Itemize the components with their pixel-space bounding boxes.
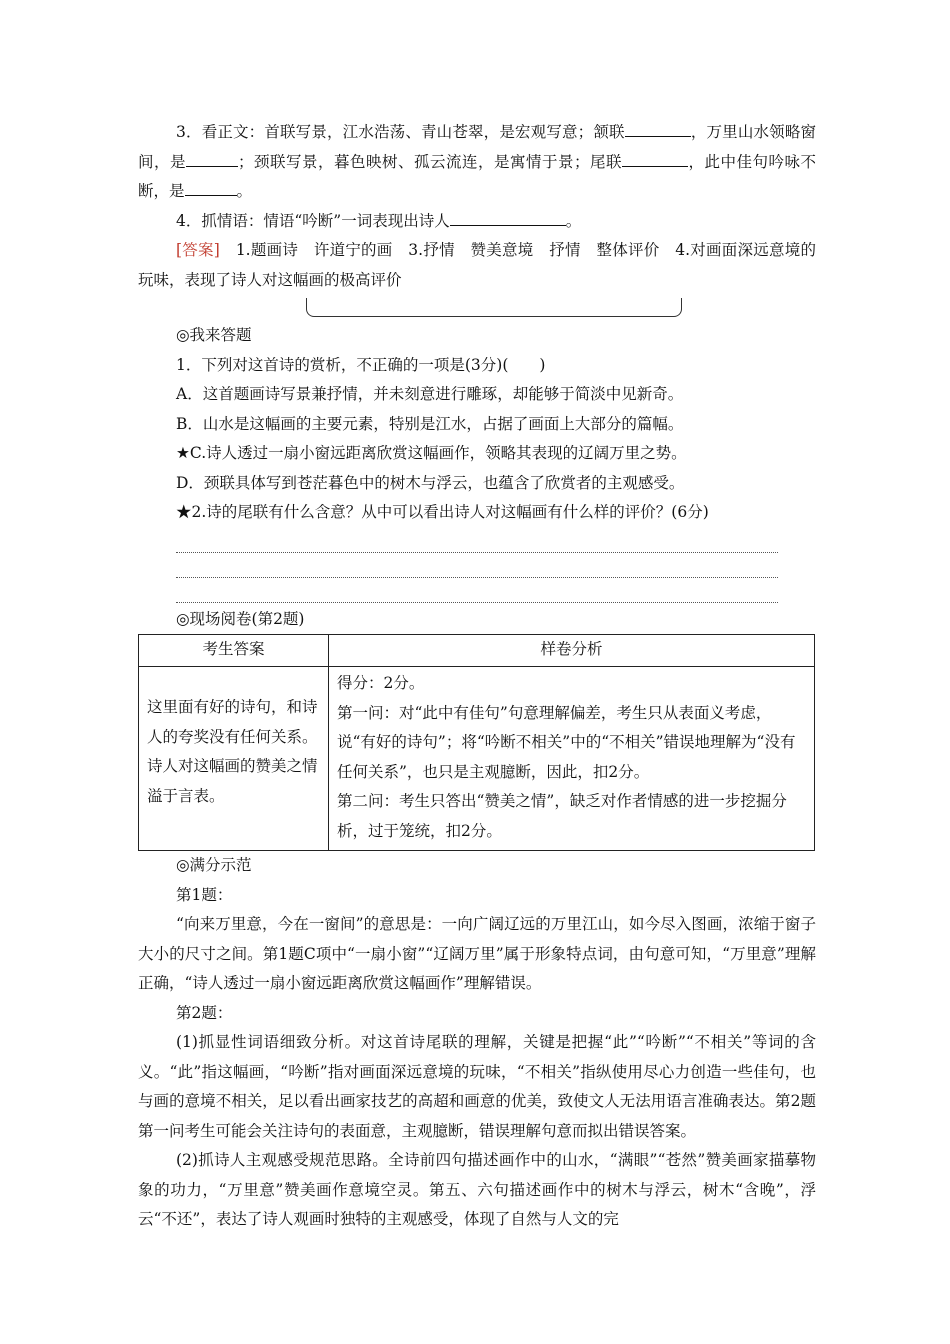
option-b: B．山水是这幅画的主要元素，特别是江水，占据了画面上大部分的篇幅。 [176,414,684,433]
answer-tag: [答案] [176,241,220,259]
question-1: 1．下列对这首诗的赏析，不正确的一项是(3分)( ) [176,355,546,374]
document-page [138,118,816,1235]
answer-blank [185,178,237,196]
bracket-divider [306,298,682,317]
model-q2-title: 第2题： [176,1003,233,1022]
question-4: 4．抓情语：情语“吟断”一词表现出诗人 。 [138,207,816,237]
answer-blank [622,149,688,167]
answer-line[interactable] [176,578,778,603]
answer-blank [450,208,566,226]
question-3: 3．看正文：首联写景，江水浩荡、青山苍翠，是宏观写意；颔联 ，万里山水领略窗间，是 ；颈联写景，暮色映树、孤云流连，是寓情于景；尾联 ，此中佳句吟咏不断，是 。 [138,118,816,207]
option-c: ★C.诗人透过一扇小窗远距离欣赏这幅画作，领略其表现的辽阔万里之势。 [176,444,687,462]
analysis-first-question: 第一问：对“此中有佳句”句意理解偏差，考生只从表面义考虑，说“有好的诗句”；将“吟断不相关”中的“不相关”错误地理解为“没有任何关系”，也只是主观臆断，因此，扣2分。 [337,703,796,781]
table-row [139,667,815,851]
analysis-score: 得分：2分。 [337,674,425,692]
analysis-cell [329,667,815,851]
model-q1-title: 第1题： [176,885,233,904]
table-header-analysis: 样卷分析 [329,635,815,667]
answer-blank [186,149,238,167]
student-answer-cell: 这里面有好的诗句，和诗人的夸奖没有任何关系。诗人对这幅画的赞美之情溢于言表。 [139,667,329,851]
analysis-second-question: 第二问：考生只答出“赞美之情”，缺乏对作者情感的进一步挖掘分析，过于笼统，扣2分。 [337,792,787,840]
section-heading-answer: ◎我来答题 [176,326,252,344]
review-table [138,634,815,851]
model-q2-point-2: (2)抓诗人主观感受规范思路。全诗前四句描述画作中的山水，“满眼”“苍然”赞美画家描摹物象的功力，“万里意”赞美画作意境空灵。第五、六句描述画作中的树木与浮云，树木“含晚”，浮云“不还”，表达了诗人观画时独特的主观感受，体现了自然与人文的完 [138,1151,816,1228]
question-2: ★2.诗的尾联有什么含意？从中可以看出诗人对这幅画有什么样的评价？(6分) [176,503,709,521]
answer-paragraph: [答案] 1.题画诗 许道宁的画 3.抒情 赞美意境 抒情 整体评价 4.对画面深远意境的玩味，表现了诗人对这幅画的极高评价 [138,241,816,289]
section-heading-review: ◎现场阅卷(第2题) [176,609,305,628]
model-q2-point-1: (1)抓显性词语细致分析。对这首诗尾联的理解，关键是把握“此”“吟断”“不相关”等词的含义。“此”指这幅画，“吟断”指对画面深远意境的玩味，“不相关”指纵使用尽心力创造一些佳句，也与画的意境不相关，足以看出画家技艺的高超和画意的优美，致使文人无法用语言准确表达。第2题第一问考生可能会关注诗句的表面意，主观臆断，错误理解句意而拟出错误答案。 [138,1033,816,1140]
model-q1-text: “向来万里意，今在一窗间”的意思是：一向广阔辽远的万里江山，如今尽入图画，浓缩于窗子大小的尺寸之间。第1题C项中“一扇小窗”“辽阔万里”属于形象特点词，由句意可知，“万里意”理解正确，“诗人透过一扇小窗远距离欣赏这幅画作”理解错误。 [138,915,816,992]
answer-line[interactable] [176,553,778,578]
answer-blank [625,119,691,137]
section-heading-model: ◎满分示范 [176,856,252,874]
option-d: D．颈联具体写到苍茫暮色中的树木与浮云，也蕴含了欣赏者的主观感受。 [176,473,685,492]
answer-line[interactable] [176,528,778,553]
table-header-student: 考生答案 [139,635,329,667]
option-a: A．这首题画诗写景兼抒情，并未刻意进行雕琢，却能够于简淡中见新奇。 [176,385,684,403]
